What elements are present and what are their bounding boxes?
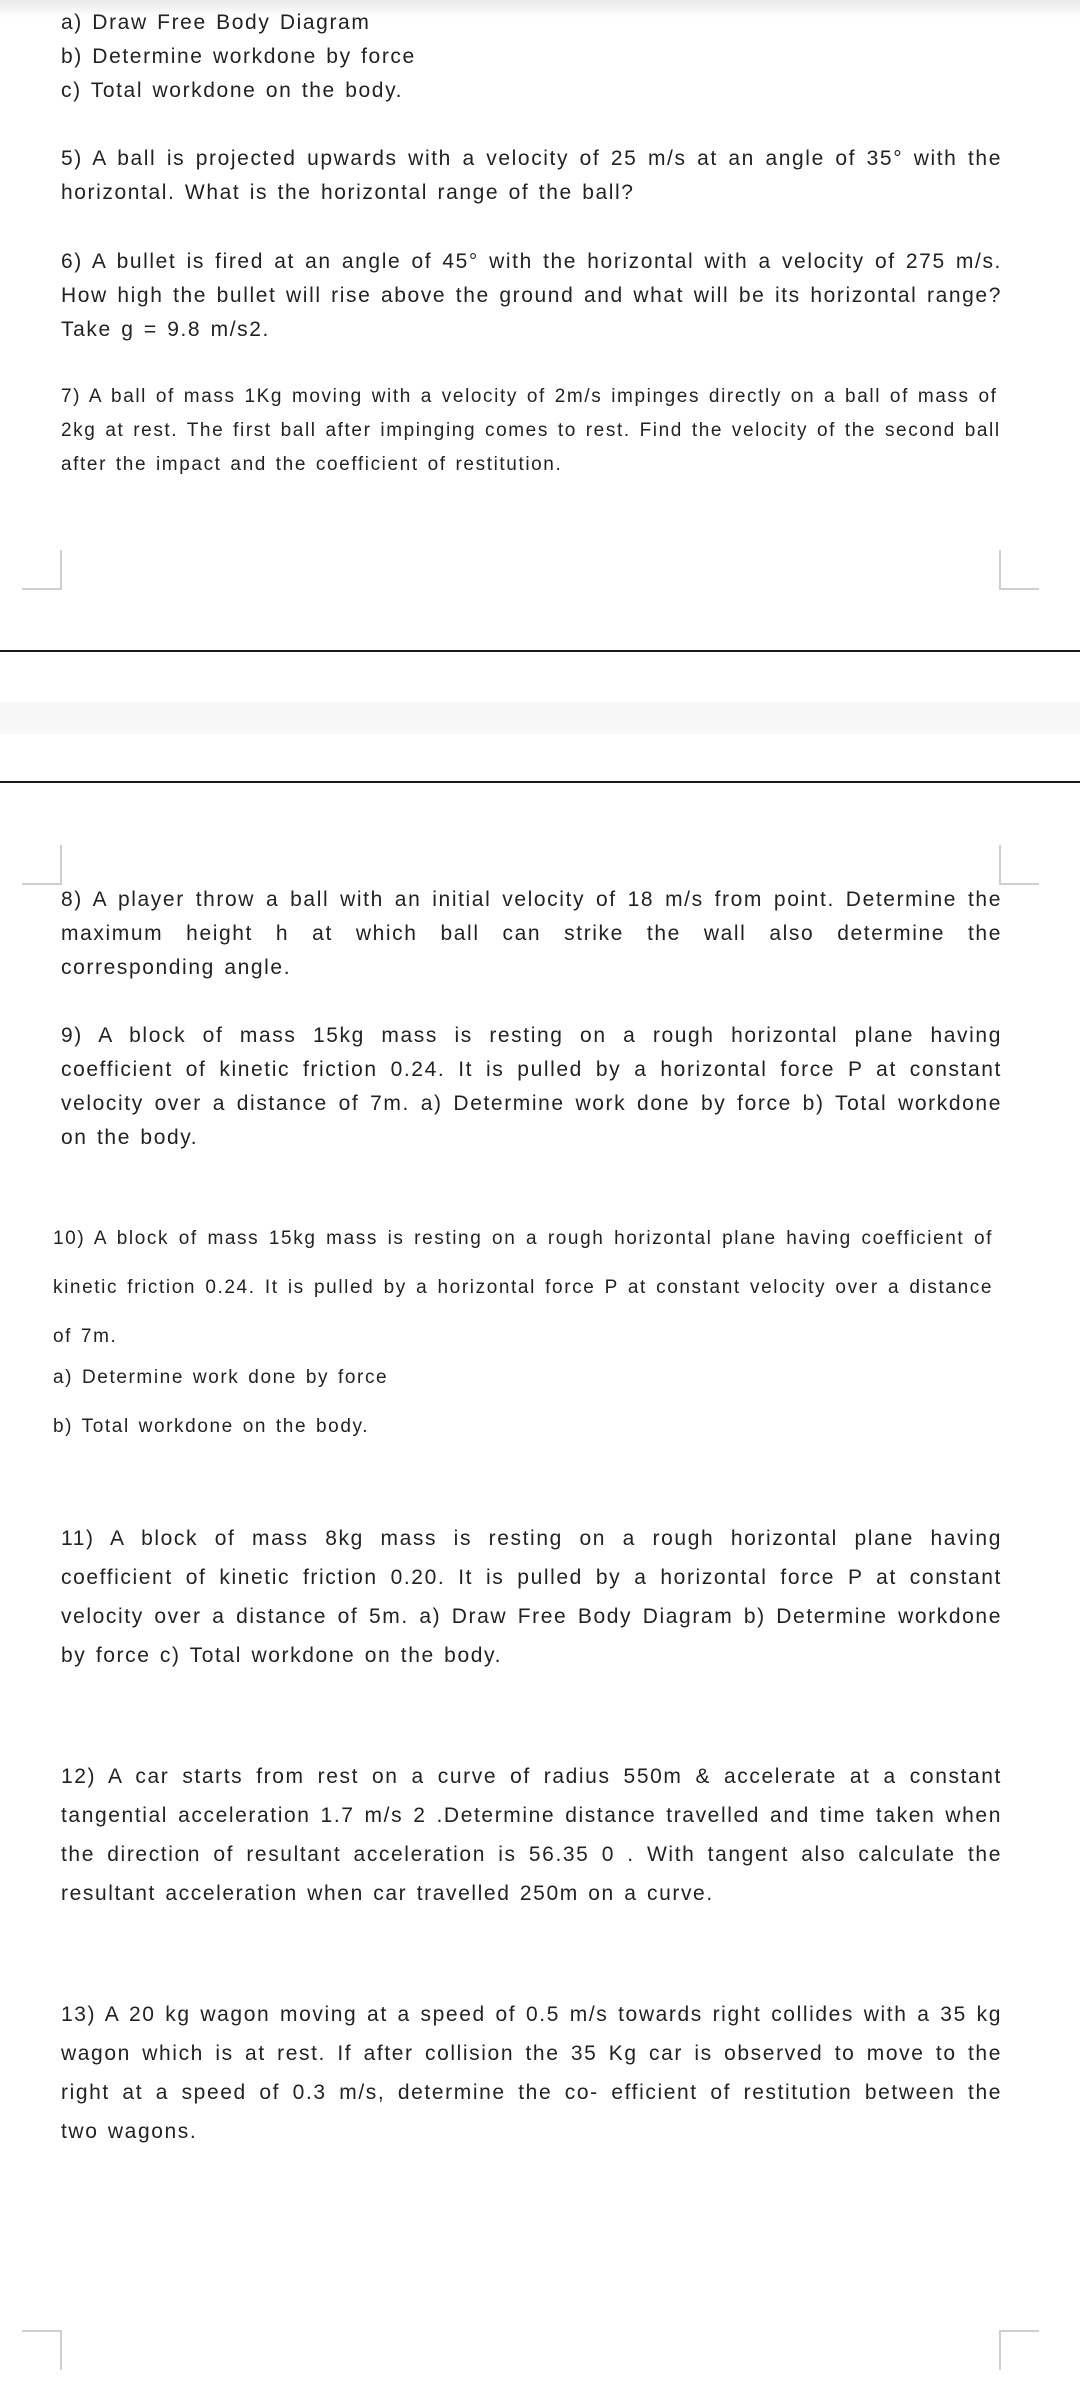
document-page-1 [0,0,1080,650]
page-break-gap [0,650,1080,783]
subpart-b-text: b) Determine workdone by force [61,45,416,68]
document-page-2 [0,783,1080,2400]
crop-mark-bottom-left [22,2330,62,2370]
subpart-c-text: c) Total workdone on the body. [61,79,404,102]
crop-mark-bottom-right [999,2330,1039,2370]
question-8: 8) A player throw a ball with an initial velocity of 18 m/s from point. Determine the maximum height h at which ball can strike the wall also determine the corresponding angle. [61,888,1002,979]
question-6: 6) A bullet is fired at an angle of 45° with the horizontal with a velocity of 275 m/s. How high the bullet will rise above the ground and what will be its horizontal range? Take g = 9.8 m/s2. [61,250,1002,341]
question-10-part-a: a) Determine work done by force [53,1367,389,1388]
page-gap-band [0,702,1080,734]
question-11: 11) A block of mass 8kg mass is resting on a rough horizontal plane having coefficient of kinetic friction 0.20. It is pulled by a horizontal force P at constant velocity over a distance of 5m. a) Draw Free Body Diagram b) Determine workdone by force c) Total workdone on the body. [61,1527,1002,1667]
question-5: 5) A ball is projected upwards with a velocity of 25 m/s at an angle of 35° with the horizontal. What is the horizontal range of the ball? [61,147,1002,204]
question-10-part-b: b) Total workdone on the body. [53,1416,370,1437]
question-13: 13) A 20 kg wagon moving at a speed of 0.5 m/s towards right collides with a 35 kg wagon which is at rest. If after collision the 35 Kg car is observed to move to the right at a speed of 0.3 m/s, determine the co- efficient of restitution between the two wagons. [61,2003,1002,2143]
crop-mark-top-right [999,550,1039,590]
crop-mark-top-right [999,845,1039,885]
question-12: 12) A car starts from rest on a curve of radius 550m & accelerate at a constant tangential acceleration 1.7 m/s 2 .Determine distance travelled and time taken when the direction of resultant acceleration is 56.35 0 . With tangent also calculate the resultant acceleration when car travelled 250m on a curve. [61,1765,1002,1905]
page-1-bottom-edge [0,650,1080,652]
crop-mark-top-left [22,550,62,590]
question-7: 7) A ball of mass 1Kg moving with a velocity of 2m/s impinges directly on a ball of mass of 2kg at rest. The first ball after impinging comes to rest. Find the velocity of the second ball after the impact and the coefficient of restitution. [61,386,1001,475]
question-9: 9) A block of mass 15kg mass is resting on a rough horizontal plane having coefficient of kinetic friction 0.24. It is pulled by a horizontal force P at constant velocity over a distance of 7m. a) Determine work done by force b) Total workdone on the body. [61,1024,1002,1149]
subpart-a-text: a) Draw Free Body Diagram [61,11,371,34]
crop-mark-top-left [22,845,62,885]
question-10-intro: 10) A block of mass 15kg mass is resting on a rough horizontal plane having coefficient of kinetic friction 0.24. It is pulled by a horizontal force P at constant velocity over a distance of 7m. [53,1228,993,1347]
